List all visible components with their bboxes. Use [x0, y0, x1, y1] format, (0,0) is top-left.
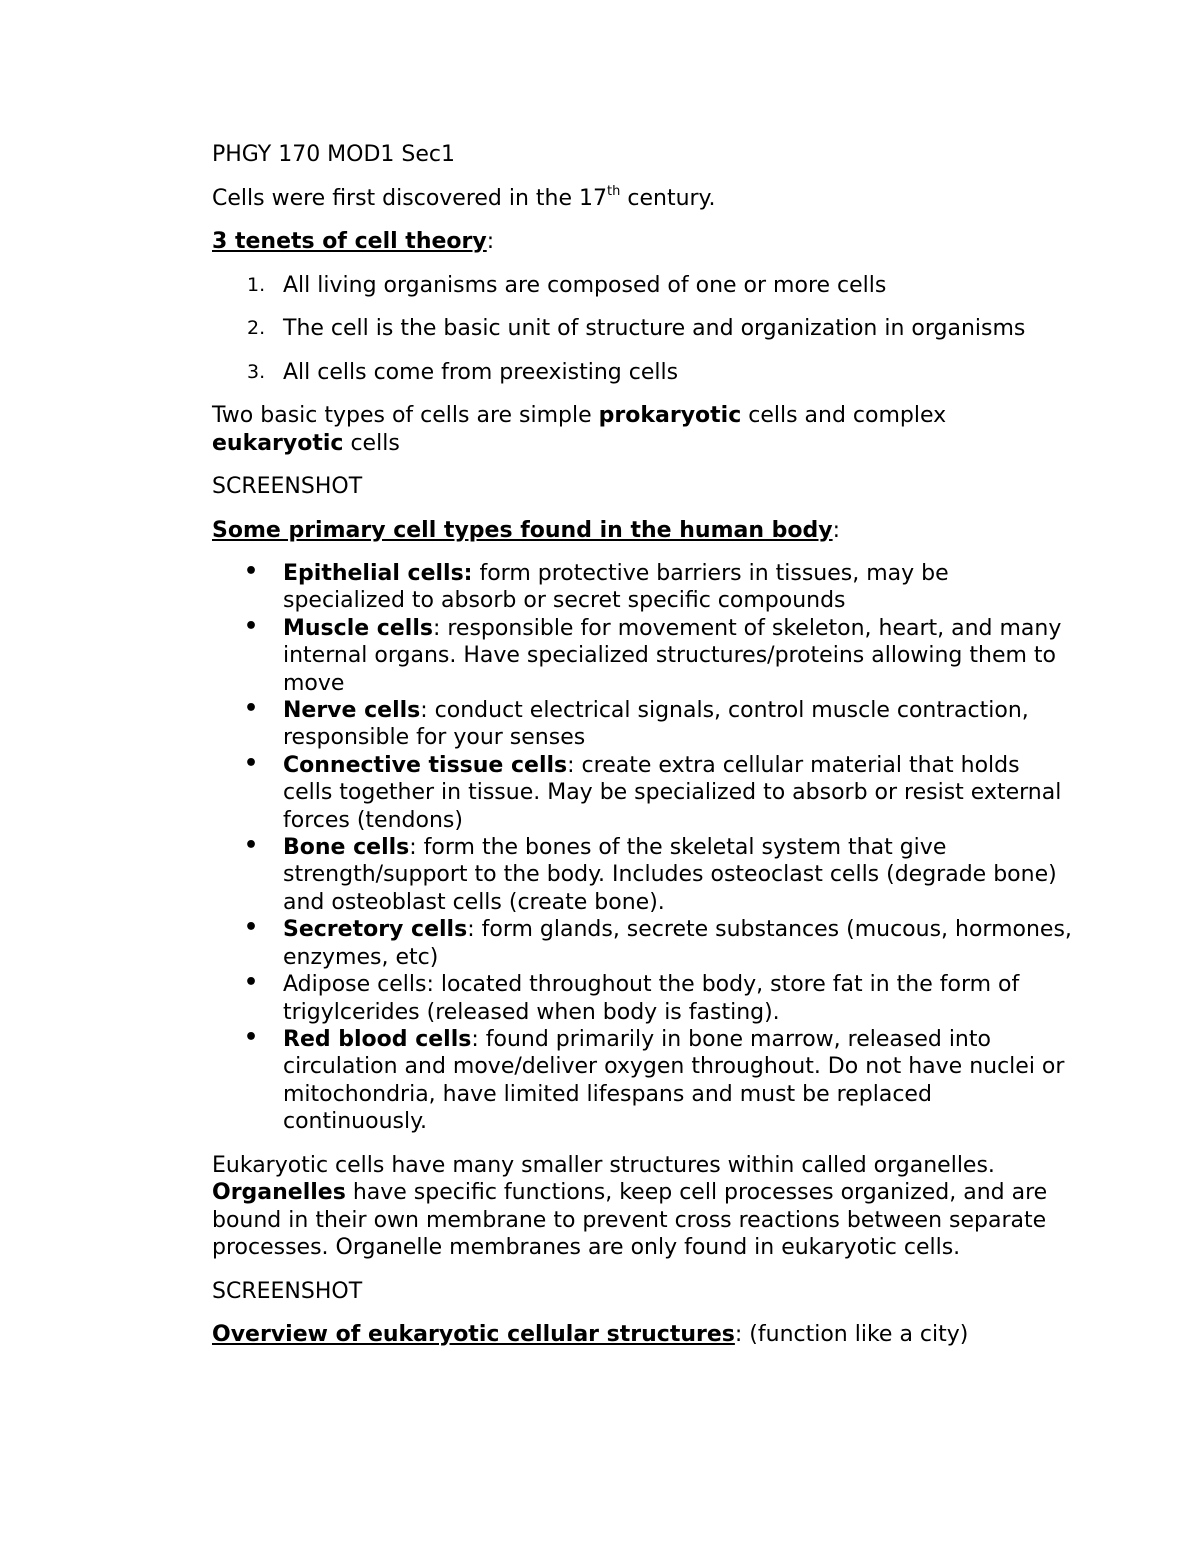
bullet-icon: •: [244, 833, 259, 859]
text-run: Two basic types of cells are simple: [212, 403, 599, 428]
primary-colon: :: [832, 517, 841, 543]
list-item-text: All cells come from preexisting cells: [283, 359, 679, 385]
cell-type-name: Nerve cells: [283, 698, 421, 724]
list-item: [212, 697, 1072, 752]
cell-types-paragraph: [212, 402, 1072, 457]
cell-types-list: [212, 560, 1072, 1136]
cell-type-desc: : responsible for movement of skeleton, heart, and many internal organs. Have specialized structures/proteins allowing them to move: [283, 615, 1062, 696]
bullet-icon: •: [244, 750, 259, 776]
cell-type-desc: : form glands, secrete substances (mucous, hormones, enzymes, etc): [283, 917, 1072, 970]
cell-type-name: Bone cells: [283, 835, 410, 861]
cell-type-desc: form protective barriers in tissues, may be specialized to absorb or secret specific compounds: [283, 561, 949, 614]
cell-type-name: Connective tissue cells: [283, 752, 568, 778]
cell-type-name: Epithelial cells:: [283, 561, 473, 586]
cell-type-desc: : conduct electrical signals, control muscle contraction, responsible for your senses: [283, 698, 1029, 751]
bullet-icon: •: [244, 970, 259, 996]
document-page: [212, 141, 1072, 1349]
cell-type-desc: : create extra cellular material that holds cells together in tissue. May be specialized to absorb or resist external forces (tendons): [283, 752, 1062, 833]
list-item: [212, 752, 1072, 834]
cell-type-name: Secretory cells: [283, 917, 468, 943]
list-item: [212, 315, 1072, 343]
list-number: 3.: [247, 360, 266, 383]
intro-text: Cells were first discovered in the 17: [212, 185, 608, 211]
screenshot-placeholder: SCREENSHOT: [212, 1278, 363, 1304]
list-item: [212, 560, 1072, 615]
intro-text-end: century.: [620, 185, 716, 211]
cell-type-name: Muscle cells: [283, 615, 433, 641]
list-item: [212, 916, 1072, 971]
cell-type-desc: Adipose cells: located throughout the body, store fat in the form of trigylcerides (released when body is fasting).: [283, 972, 1020, 1025]
bullet-icon: •: [244, 696, 259, 722]
text-run: Eukaryotic cells have many smaller structures within called organelles.: [212, 1152, 995, 1178]
cell-type-desc: : form the bones of the skeletal system that give strength/support to the body. Includes osteoclast cells (degrade bone) and osteoblast cells (create bone).: [283, 835, 1057, 915]
doc-title: PHGY 170 MOD1 Sec1: [212, 142, 455, 167]
organelles-term: Organelles: [212, 1180, 346, 1206]
list-item: [212, 1026, 1072, 1136]
list-number: 1.: [247, 273, 266, 296]
eukaryotic-term: eukaryotic: [212, 430, 344, 456]
overview-heading-line: [212, 1321, 1072, 1349]
list-item: [212, 615, 1072, 697]
overview-heading: Overview of eukaryotic cellular structures: [212, 1322, 735, 1348]
bullet-icon: •: [244, 915, 259, 941]
bullet-icon: •: [244, 1024, 259, 1050]
primary-heading: Some primary cell types found in the human body: [212, 517, 833, 543]
overview-rest: : (function like a city): [734, 1322, 969, 1348]
text-run: cells: [343, 430, 400, 456]
list-item: [212, 971, 1072, 1026]
cell-type-name: Red blood cells: [283, 1026, 472, 1052]
list-item: [212, 272, 1072, 300]
cell-type-desc: : found primarily in bone marrow, released into circulation and move/deliver oxygen throughout. Do not have nuclei or mitochondria, have limited lifespans and must be replaced continuously.: [283, 1026, 1065, 1135]
prokaryotic-term: prokaryotic: [598, 403, 742, 428]
bullet-icon: •: [244, 559, 259, 584]
intro-paragraph: [212, 185, 1072, 213]
tenets-list: [212, 272, 1072, 387]
intro-superscript: th: [607, 184, 621, 200]
tenets-heading: 3 tenets of cell theory: [212, 229, 487, 254]
list-item: [212, 834, 1072, 916]
tenets-heading-line: [212, 228, 1072, 256]
list-item: [212, 359, 1072, 387]
list-item-text: The cell is the basic unit of structure and organization in organisms: [283, 316, 1026, 341]
list-item-text: All living organisms are composed of one or more cells: [283, 272, 887, 298]
bullet-icon: •: [244, 613, 259, 639]
text-run: have specific functions, keep cell processes organized, and are bound in their own membrane to prevent cross reactions between separate processes. Organelle membranes are only found in eukaryotic cells.: [212, 1180, 1048, 1261]
tenets-colon: :: [486, 229, 495, 254]
screenshot-placeholder: SCREENSHOT: [212, 474, 363, 499]
text-run: cells and complex: [741, 403, 947, 428]
primary-heading-line: [212, 517, 1072, 545]
list-number: 2.: [247, 317, 266, 339]
organelles-paragraph: [212, 1152, 1072, 1262]
